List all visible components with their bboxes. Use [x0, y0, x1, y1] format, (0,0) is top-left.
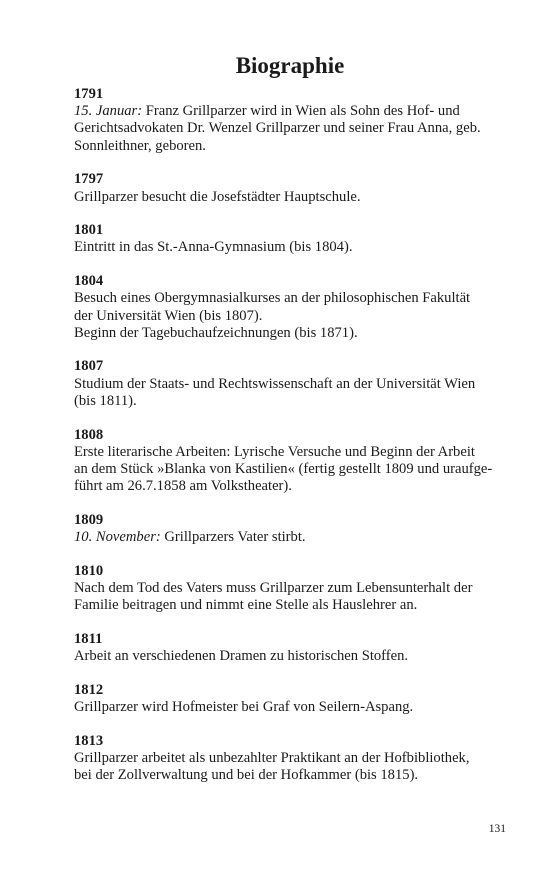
biography-entry — [74, 86, 506, 155]
entry-text: Gerichtsadvokaten Dr. Wenzel Grillparzer und seiner Frau Anna, geb. — [74, 120, 481, 137]
biography-entry — [74, 358, 506, 410]
entry-text-line — [74, 393, 506, 410]
entry-year: 1812 — [74, 681, 104, 698]
entry-text: Grillparzer arbeitet als unbezahlter Praktikant an der Hofbibliothek, — [74, 749, 470, 766]
entry-text: Familie beitragen und nimmt eine Stelle als Hauslehrer an. — [74, 597, 418, 614]
biography-entry — [74, 682, 506, 716]
entry-date: 10. November: — [74, 529, 161, 546]
biography-entries — [74, 86, 506, 784]
entry-text: bei der Zollverwaltung und bei der Hofkammer (bis 1815). — [74, 767, 419, 784]
entry-year: 1808 — [74, 426, 104, 443]
entry-text: der Universität Wien (bis 1807). — [74, 307, 263, 324]
entry-year: 1797 — [74, 171, 104, 188]
entry-year: 1804 — [74, 273, 104, 290]
entry-text-line — [74, 597, 506, 614]
entry-text-line — [74, 376, 506, 393]
entry-year: 1791 — [74, 86, 104, 102]
entry-year: 1807 — [74, 358, 104, 375]
entry-text: (bis 1811). — [74, 392, 137, 409]
biography-entry — [74, 631, 506, 665]
page-content — [74, 52, 506, 801]
biography-entry — [74, 222, 506, 256]
entry-text-line — [74, 308, 506, 325]
biography-entry — [74, 733, 506, 785]
biography-entry — [74, 171, 506, 205]
entry-text-line — [74, 699, 506, 716]
entry-year: 1809 — [74, 511, 104, 528]
biography-entry — [74, 563, 506, 615]
entry-year: 1811 — [74, 630, 103, 647]
entry-text-line — [74, 529, 506, 546]
entry-text: Grillparzer besucht die Josefstädter Hauptschule. — [74, 188, 361, 205]
entry-text-line — [74, 580, 506, 597]
entry-text: Beginn der Tagebuchaufzeichnungen (bis 1871). — [74, 324, 358, 341]
entry-text: an dem Stück »Blanka von Kastilien« (fertig gestellt 1809 und uraufge- — [74, 460, 493, 477]
entry-text: Erste literarische Arbeiten: Lyrische Versuche und Beginn der Arbeit — [74, 443, 475, 460]
entry-text: Sonnleithner, geboren. — [74, 137, 206, 154]
biography-entry — [74, 427, 506, 496]
entry-text-line — [74, 461, 506, 478]
page-number: 131 — [488, 823, 506, 835]
entry-text: Grillparzers Vater stirbt. — [160, 529, 306, 546]
entry-text-line — [74, 290, 506, 307]
entry-year: 1813 — [74, 732, 104, 749]
entry-text-line — [74, 103, 506, 120]
entry-text-line — [74, 648, 506, 665]
entry-text-line — [74, 444, 506, 461]
entry-text-line — [74, 750, 506, 767]
entry-text-line — [74, 120, 506, 137]
entry-text: Arbeit an verschiedenen Dramen zu historischen Stoffen. — [74, 648, 409, 665]
entry-text: Studium der Staats- und Rechtswissenschaft an der Universität Wien — [74, 375, 476, 392]
entry-text-line — [74, 478, 506, 495]
entry-text-line — [74, 767, 506, 784]
entry-text-line — [74, 239, 506, 256]
entry-year: 1810 — [74, 562, 104, 579]
entry-text-line — [74, 138, 506, 155]
entry-date: 15. Januar: — [74, 103, 143, 120]
entry-text: Grillparzer wird Hofmeister bei Graf von Seilern-Aspang. — [74, 698, 414, 715]
entry-text: Franz Grillparzer wird in Wien als Sohn des Hof- und — [142, 103, 460, 120]
entry-text: Nach dem Tod des Vaters muss Grillparzer zum Lebensunterhalt der — [74, 579, 473, 596]
entry-text-line — [74, 189, 506, 206]
entry-text: Eintritt in das St.-Anna-Gymnasium (bis 1804). — [74, 239, 353, 256]
entry-text: führt am 26.7.1858 am Volkstheater). — [74, 478, 292, 495]
entry-year: 1801 — [74, 222, 104, 239]
biography-entry — [74, 512, 506, 546]
biography-entry — [74, 273, 506, 342]
entry-text: Besuch eines Obergymnasialkurses an der philosophischen Fakultät — [74, 290, 471, 307]
page-title: Biographie — [235, 53, 345, 78]
entry-text-line — [74, 325, 506, 342]
